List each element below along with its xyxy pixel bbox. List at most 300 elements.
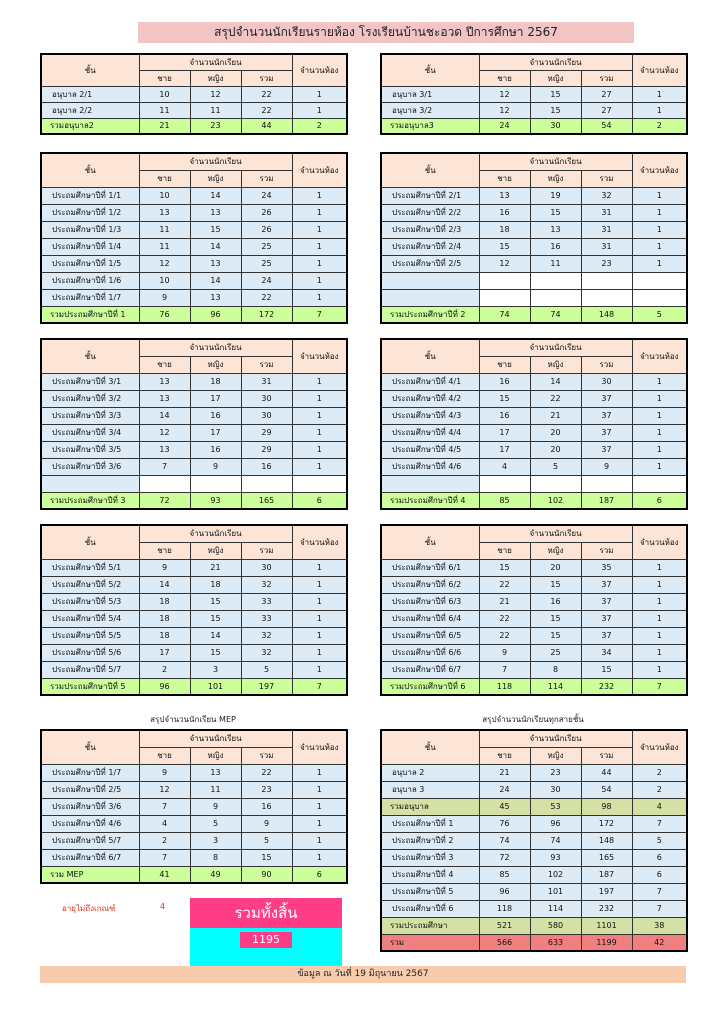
row-cell: 1 xyxy=(632,238,687,255)
row-cell: 98 xyxy=(581,798,632,815)
row-cell: 15 xyxy=(190,644,241,661)
row-cell: 1 xyxy=(292,390,347,407)
row-cell: 165 xyxy=(241,492,292,509)
table-row xyxy=(381,289,687,306)
row-cell: 7 xyxy=(632,678,687,695)
grand-total-value: 1195 xyxy=(240,932,292,948)
grand-total-row xyxy=(381,934,687,951)
row-label: รวมอนุบาล2 xyxy=(41,118,139,134)
row-cell: 6 xyxy=(292,492,347,509)
row-cell: 16 xyxy=(190,407,241,424)
header-rooms: จำนวนห้อง xyxy=(632,339,687,373)
header-male: ชาย xyxy=(139,170,190,187)
row-cell: 18 xyxy=(139,610,190,627)
row-cell: 16 xyxy=(479,204,530,221)
row-label: รวม MEP xyxy=(41,866,139,883)
row-label: ประถมศึกษาปีที่ 2/2 xyxy=(381,204,479,221)
row-label: ประถมศึกษาปีที่ 4/4 xyxy=(381,424,479,441)
row-cell: 2 xyxy=(292,118,347,134)
grand-total-label: รวมทั้งสิ้น xyxy=(190,898,342,928)
row-cell: 11 xyxy=(139,221,190,238)
row-cell: 1 xyxy=(292,424,347,441)
header-male: ชาย xyxy=(139,542,190,559)
row-cell: 10 xyxy=(139,187,190,204)
header-total: รวม xyxy=(581,170,632,187)
row-cell: 21 xyxy=(139,118,190,134)
row-cell: 1 xyxy=(632,204,687,221)
row-cell: 26 xyxy=(241,204,292,221)
row-label: ประถมศึกษาปีที่ 1/7 xyxy=(41,289,139,306)
row-cell: 41 xyxy=(139,866,190,883)
row-label: ประถมศึกษาปีที่ 4/1 xyxy=(381,373,479,390)
row-cell: 15 xyxy=(241,849,292,866)
table-row xyxy=(41,644,347,661)
row-label: ประถมศึกษาปีที่ 6/7 xyxy=(41,849,139,866)
row-cell: 30 xyxy=(530,118,581,134)
row-label: อนุบาล 3/1 xyxy=(381,86,479,102)
header-grade: ชั้น xyxy=(381,153,479,187)
row-cell: 1 xyxy=(292,86,347,102)
row-cell: 14 xyxy=(139,576,190,593)
table-row xyxy=(381,458,687,475)
summary-row xyxy=(381,917,687,934)
summary-table xyxy=(380,152,688,324)
row-cell: 23 xyxy=(530,764,581,781)
table-row xyxy=(381,832,687,849)
row-cell: 7 xyxy=(139,458,190,475)
row-cell: 18 xyxy=(190,576,241,593)
row-cell: 7 xyxy=(292,306,347,323)
row-cell: 1 xyxy=(292,644,347,661)
row-cell: 29 xyxy=(241,424,292,441)
row-cell: 5 xyxy=(530,458,581,475)
row-label: ประถมศึกษาปีที่ 5/7 xyxy=(41,832,139,849)
row-cell: 14 xyxy=(190,238,241,255)
row-cell: 1 xyxy=(292,832,347,849)
row-cell: 30 xyxy=(241,407,292,424)
row-cell: 7 xyxy=(632,815,687,832)
table-row xyxy=(41,407,347,424)
summary-table xyxy=(40,338,348,510)
row-cell: 15 xyxy=(479,238,530,255)
row-cell: 17 xyxy=(479,424,530,441)
table-row xyxy=(41,187,347,204)
table-row xyxy=(381,475,687,492)
row-label: ประถมศึกษาปีที่ 6 xyxy=(381,900,479,917)
table-row xyxy=(41,86,347,102)
row-cell: 16 xyxy=(530,593,581,610)
row-cell: 1 xyxy=(632,390,687,407)
row-cell: 1 xyxy=(632,627,687,644)
row-cell: 31 xyxy=(581,238,632,255)
row-cell: 6 xyxy=(632,492,687,509)
row-cell: 1 xyxy=(292,102,347,118)
table-row xyxy=(41,204,347,221)
row-label: รวมอนุบาล xyxy=(381,798,479,815)
row-label: อนุบาล 2 xyxy=(381,764,479,781)
row-cell: 3 xyxy=(190,832,241,849)
row-cell: 15 xyxy=(479,559,530,576)
header-male: ชาย xyxy=(479,356,530,373)
row-cell: 9 xyxy=(581,458,632,475)
row-cell: 2 xyxy=(632,781,687,798)
summary-row xyxy=(381,678,687,695)
row-label: ประถมศึกษาปีที่ 1/3 xyxy=(41,221,139,238)
row-cell: 32 xyxy=(241,576,292,593)
header-grade: ชั้น xyxy=(381,730,479,764)
row-label: ประถมศึกษาปีที่ 1/6 xyxy=(41,272,139,289)
header-students: จำนวนนักเรียน xyxy=(479,153,632,170)
row-cell: 24 xyxy=(241,187,292,204)
row-cell: 9 xyxy=(139,764,190,781)
row-cell xyxy=(479,475,530,492)
row-cell: 20 xyxy=(530,441,581,458)
row-cell: 17 xyxy=(139,644,190,661)
table-row xyxy=(41,221,347,238)
row-label: ประถมศึกษาปีที่ 1/1 xyxy=(41,187,139,204)
row-cell xyxy=(139,475,190,492)
row-cell: 2 xyxy=(632,764,687,781)
row-cell: 4 xyxy=(479,458,530,475)
summary-table xyxy=(40,53,348,135)
table-row xyxy=(381,204,687,221)
row-cell: 42 xyxy=(632,934,687,951)
row-cell: 1 xyxy=(632,559,687,576)
table-row xyxy=(381,764,687,781)
header-grade: ชั้น xyxy=(381,54,479,86)
row-cell: 1 xyxy=(292,815,347,832)
header-grade: ชั้น xyxy=(381,339,479,373)
row-cell: 2 xyxy=(632,118,687,134)
header-students: จำนวนนักเรียน xyxy=(139,730,292,747)
row-cell: 1 xyxy=(292,798,347,815)
row-cell: 4 xyxy=(632,798,687,815)
header-female: หญิง xyxy=(530,170,581,187)
table-row xyxy=(41,815,347,832)
row-cell: 22 xyxy=(241,102,292,118)
summary-row xyxy=(381,118,687,134)
row-cell: 7 xyxy=(292,678,347,695)
row-cell: 15 xyxy=(190,610,241,627)
table-row xyxy=(381,238,687,255)
row-cell: 13 xyxy=(530,221,581,238)
row-cell: 1 xyxy=(292,610,347,627)
header-female: หญิง xyxy=(530,542,581,559)
row-cell: 10 xyxy=(139,86,190,102)
summary-row xyxy=(381,798,687,815)
header-total: รวม xyxy=(241,747,292,764)
row-cell: 29 xyxy=(241,441,292,458)
footer-date: ข้อมูล ณ วันที่ 19 มิถุนายน 2567 xyxy=(40,966,686,983)
table-row xyxy=(381,390,687,407)
row-cell: 34 xyxy=(581,644,632,661)
row-cell: 1 xyxy=(632,661,687,678)
header-total: รวม xyxy=(581,542,632,559)
row-cell: 15 xyxy=(479,390,530,407)
row-cell: 25 xyxy=(530,644,581,661)
row-label: ประถมศึกษาปีที่ 5/3 xyxy=(41,593,139,610)
row-label: ประถมศึกษาปีที่ 5/6 xyxy=(41,644,139,661)
row-cell: 14 xyxy=(530,373,581,390)
row-cell: 74 xyxy=(479,306,530,323)
row-cell: 37 xyxy=(581,627,632,644)
header-rooms: จำนวนห้อง xyxy=(632,730,687,764)
row-cell: 6 xyxy=(292,866,347,883)
row-label: ประถมศึกษาปีที่ 3/6 xyxy=(41,798,139,815)
row-cell: 1 xyxy=(632,373,687,390)
row-cell: 12 xyxy=(479,86,530,102)
row-cell: 102 xyxy=(530,492,581,509)
row-cell: 27 xyxy=(581,102,632,118)
row-cell: 1 xyxy=(632,644,687,661)
summary-row xyxy=(41,118,347,134)
row-cell: 1 xyxy=(632,593,687,610)
row-cell: 633 xyxy=(530,934,581,951)
row-label: รวมประถมศึกษาปีที่ 6 xyxy=(381,678,479,695)
summary-row xyxy=(381,492,687,509)
header-rooms: จำนวนห้อง xyxy=(632,153,687,187)
row-cell: 11 xyxy=(190,102,241,118)
row-cell xyxy=(530,272,581,289)
row-cell: 197 xyxy=(241,678,292,695)
row-cell: 1 xyxy=(292,781,347,798)
row-cell: 37 xyxy=(581,576,632,593)
row-cell: 118 xyxy=(479,900,530,917)
row-cell: 15 xyxy=(581,661,632,678)
row-label: ประถมศึกษาปีที่ 1/4 xyxy=(41,238,139,255)
row-label: ประถมศึกษาปีที่ 1/5 xyxy=(41,255,139,272)
row-cell: 33 xyxy=(241,593,292,610)
row-cell: 44 xyxy=(581,764,632,781)
header-total: รวม xyxy=(241,170,292,187)
table-row xyxy=(41,849,347,866)
row-cell: 6 xyxy=(632,849,687,866)
row-cell: 25 xyxy=(241,238,292,255)
row-cell: 12 xyxy=(139,255,190,272)
table-row xyxy=(381,661,687,678)
header-male: ชาย xyxy=(139,70,190,86)
row-cell: 21 xyxy=(530,407,581,424)
header-rooms: จำนวนห้อง xyxy=(292,525,347,559)
row-cell: 14 xyxy=(190,272,241,289)
row-cell: 4 xyxy=(139,815,190,832)
row-cell: 16 xyxy=(190,441,241,458)
row-cell: 9 xyxy=(190,798,241,815)
row-cell: 22 xyxy=(241,289,292,306)
grand-total-box xyxy=(190,898,342,966)
row-cell: 12 xyxy=(139,424,190,441)
table-row xyxy=(381,883,687,900)
row-cell: 1 xyxy=(632,102,687,118)
row-cell: 187 xyxy=(581,866,632,883)
row-cell: 15 xyxy=(530,627,581,644)
table-row xyxy=(41,272,347,289)
row-label: ประถมศึกษาปีที่ 6/3 xyxy=(381,593,479,610)
row-cell: 16 xyxy=(241,458,292,475)
table-row xyxy=(41,424,347,441)
row-cell: 22 xyxy=(241,86,292,102)
row-cell xyxy=(581,272,632,289)
row-cell: 17 xyxy=(190,424,241,441)
table-row xyxy=(41,781,347,798)
row-cell: 1 xyxy=(292,221,347,238)
row-cell: 16 xyxy=(530,238,581,255)
row-cell: 102 xyxy=(530,866,581,883)
row-label xyxy=(381,272,479,289)
row-cell: 14 xyxy=(190,627,241,644)
row-cell: 13 xyxy=(190,255,241,272)
row-cell xyxy=(632,272,687,289)
row-cell: 17 xyxy=(479,441,530,458)
row-cell: 7 xyxy=(632,900,687,917)
row-cell: 14 xyxy=(139,407,190,424)
row-cell: 37 xyxy=(581,424,632,441)
row-cell: 23 xyxy=(241,781,292,798)
row-cell: 93 xyxy=(190,492,241,509)
header-female: หญิง xyxy=(190,747,241,764)
row-cell: 18 xyxy=(139,593,190,610)
row-label: ประถมศึกษาปีที่ 1 xyxy=(381,815,479,832)
header-students: จำนวนนักเรียน xyxy=(479,525,632,542)
row-cell: 1 xyxy=(632,441,687,458)
header-male: ชาย xyxy=(139,356,190,373)
row-cell: 5 xyxy=(632,832,687,849)
row-label: อนุบาล 3/2 xyxy=(381,102,479,118)
header-male: ชาย xyxy=(479,70,530,86)
table-row xyxy=(381,866,687,883)
table-row xyxy=(381,86,687,102)
row-cell: 14 xyxy=(190,187,241,204)
row-label: ประถมศึกษาปีที่ 5/2 xyxy=(41,576,139,593)
row-cell: 96 xyxy=(139,678,190,695)
row-cell: 9 xyxy=(139,289,190,306)
row-cell: 8 xyxy=(530,661,581,678)
table-row xyxy=(381,424,687,441)
table-row xyxy=(381,576,687,593)
table-row xyxy=(41,593,347,610)
row-cell: 31 xyxy=(581,204,632,221)
row-cell: 16 xyxy=(479,407,530,424)
header-grade: ชั้น xyxy=(41,339,139,373)
row-cell: 18 xyxy=(479,221,530,238)
table-row xyxy=(381,102,687,118)
row-cell: 54 xyxy=(581,118,632,134)
row-cell: 37 xyxy=(581,610,632,627)
row-label: ประถมศึกษาปีที่ 6/7 xyxy=(381,661,479,678)
row-cell: 32 xyxy=(581,187,632,204)
row-label: ประถมศึกษาปีที่ 4/6 xyxy=(381,458,479,475)
row-cell: 118 xyxy=(479,678,530,695)
row-cell: 90 xyxy=(241,866,292,883)
row-cell: 72 xyxy=(479,849,530,866)
row-cell: 2 xyxy=(139,832,190,849)
row-cell: 114 xyxy=(530,678,581,695)
row-cell: 1 xyxy=(292,593,347,610)
row-cell: 27 xyxy=(581,86,632,102)
row-cell: 15 xyxy=(530,204,581,221)
table-row xyxy=(41,238,347,255)
row-cell: 19 xyxy=(530,187,581,204)
row-cell: 9 xyxy=(479,644,530,661)
row-cell: 85 xyxy=(479,492,530,509)
header-female: หญิง xyxy=(190,356,241,373)
table-row xyxy=(381,255,687,272)
row-label: รวมประถมศึกษาปีที่ 3 xyxy=(41,492,139,509)
table-row xyxy=(41,102,347,118)
row-cell: 37 xyxy=(581,407,632,424)
row-cell xyxy=(479,272,530,289)
table-row xyxy=(41,798,347,815)
row-label: รวมประถมศึกษาปีที่ 2 xyxy=(381,306,479,323)
table-row xyxy=(41,576,347,593)
row-label: ประถมศึกษาปีที่ 2/5 xyxy=(41,781,139,798)
row-cell: 7 xyxy=(632,883,687,900)
header-grade: ชั้น xyxy=(41,153,139,187)
table-row xyxy=(381,781,687,798)
row-cell: 17 xyxy=(190,390,241,407)
header-students: จำนวนนักเรียน xyxy=(139,54,292,70)
row-cell: 44 xyxy=(241,118,292,134)
row-cell: 12 xyxy=(479,255,530,272)
row-cell: 24 xyxy=(241,272,292,289)
row-cell: 11 xyxy=(190,781,241,798)
row-cell: 30 xyxy=(581,373,632,390)
table-caption: สรุปจำนวนนักเรียนทุกสายชั้น xyxy=(482,715,584,724)
row-cell: 96 xyxy=(530,815,581,832)
row-cell: 18 xyxy=(190,373,241,390)
header-total: รวม xyxy=(241,542,292,559)
row-cell: 25 xyxy=(241,255,292,272)
row-cell: 3 xyxy=(190,661,241,678)
row-cell: 5 xyxy=(241,832,292,849)
header-male: ชาย xyxy=(479,542,530,559)
header-female: หญิง xyxy=(530,70,581,86)
header-rooms: จำนวนห้อง xyxy=(292,54,347,86)
header-total: รวม xyxy=(581,70,632,86)
row-cell: 566 xyxy=(479,934,530,951)
row-label: ประถมศึกษาปีที่ 5/7 xyxy=(41,661,139,678)
table-row xyxy=(381,373,687,390)
row-label: ประถมศึกษาปีที่ 4/6 xyxy=(41,815,139,832)
row-cell: 37 xyxy=(581,441,632,458)
row-label: รวม xyxy=(381,934,479,951)
row-label xyxy=(41,475,139,492)
row-cell: 30 xyxy=(241,559,292,576)
row-cell: 1 xyxy=(292,255,347,272)
row-cell: 1 xyxy=(632,576,687,593)
row-label: ประถมศึกษาปีที่ 2 xyxy=(381,832,479,849)
table-row xyxy=(381,644,687,661)
row-cell: 26 xyxy=(241,221,292,238)
row-cell: 16 xyxy=(241,798,292,815)
row-cell: 5 xyxy=(632,306,687,323)
row-cell: 13 xyxy=(139,390,190,407)
row-cell: 1 xyxy=(292,559,347,576)
row-cell: 32 xyxy=(241,627,292,644)
row-cell: 11 xyxy=(530,255,581,272)
header-students: จำนวนนักเรียน xyxy=(139,339,292,356)
summary-table xyxy=(40,152,348,324)
row-label: ประถมศึกษาปีที่ 6/4 xyxy=(381,610,479,627)
table-row xyxy=(381,407,687,424)
row-label: ประถมศึกษาปีที่ 4/3 xyxy=(381,407,479,424)
table-row xyxy=(381,559,687,576)
row-cell: 31 xyxy=(581,221,632,238)
row-cell: 13 xyxy=(479,187,530,204)
row-label: ประถมศึกษาปีที่ 3/4 xyxy=(41,424,139,441)
row-label: ประถมศึกษาปีที่ 2/4 xyxy=(381,238,479,255)
row-cell: 12 xyxy=(479,102,530,118)
